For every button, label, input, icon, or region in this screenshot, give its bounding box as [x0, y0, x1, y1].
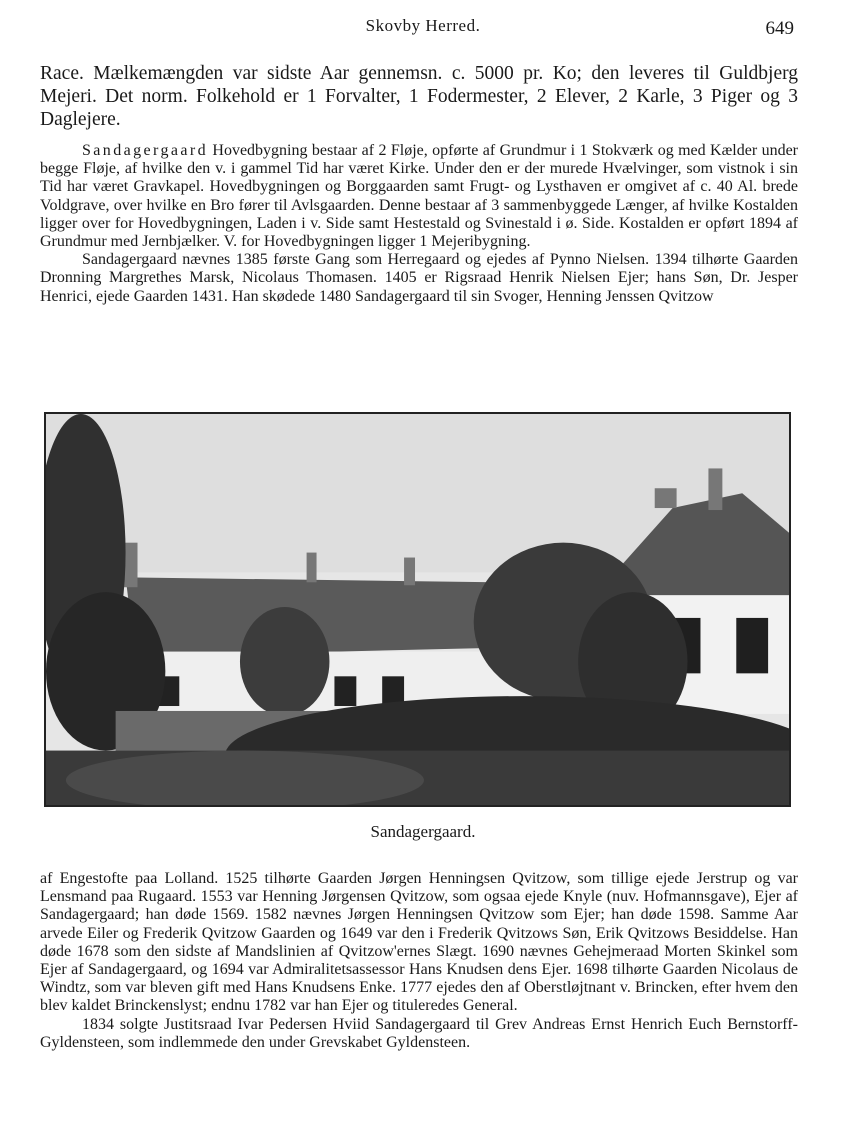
paragraph-history-continued: af Engestofte paa Lolland. 1525 tilhørte Gaarden Jørgen Henningsen Qvitzow, som tillige ejede Jerstrup og var Lensmand paa Rugaard. 1553 var Henning Jørgensen Qvitzow, som ogsaa ejede Knyle (nuv. Hofmannsgave), Ejer af Sandagergaard; han døde 1569. 1582 nævnes Jørgen Henningsen Qvitzow som Ejer; han døde 1598. Samme Aar arvede Eiler og Frederik Qvitzow Gaarden og 1649 var den i Frederik Qvitzows Søn, Erik Qvitzows Besiddelse. Han døde 1678 som den sidste af Mandslinien af Qvitzow'ernes Slægt. 1690 nævnes Gehejmeraad Morten Skinkel som Ejer af Sandagergaard, og 1694 var Admiralitetsassessor Hans Knudsen dens Ejer. 1698 tilhørte Gaarden Nicolaus de Windtz, som var bleven gift med Hans Knudsens Enke. 1777 ejedes den af Oberstløjtnant v. Brincken, efter hvem den blev kaldet Brinckenslyst; endnu 1782 var han Ejer og tituleredes General. [40, 870, 798, 1015]
estate-photograph [44, 412, 791, 807]
sandagergaard-photo-illustration [46, 414, 789, 805]
estate-name-spaced: Sandagergaard [82, 142, 208, 159]
lead-paragraph: Race. Mælkemængden var sidste Aar gennemsn. c. 5000 pr. Ko; den leveres til Guldbjerg Mejeri. Det norm. Folkehold er 1 Forvalter, 1 Fodermester, 2 Elever, 2 Karle, 3 Piger og 3 Daglejere. [40, 63, 798, 130]
paragraph-history-1834: 1834 solgte Justitsraad Ivar Pedersen Hviid Sandagergaard til Grev Andreas Ernst Henrich Euch Bernstorff-Gyldensteen, som indlemmede den under Grevskabet Gyldensteen. [40, 1015, 798, 1051]
paragraph-history-early: Sandagergaard nævnes 1385 første Gang som Herregaard og ejedes af Pynno Nielsen. 1394 tilhørte Gaarden Dronning Margrethes Marsk, Nicolaus Thomasen. 1405 er Rigsraad Henrik Nielsen Ejer; hans Søn, Dr. Jesper Henrici, ejede Gaarden 1431. Han skødede 1480 Sandagergaard til sin Svoger, Henning Jenssen Qvitzow [40, 251, 798, 305]
photo-caption: Sandagergaard. [370, 822, 476, 841]
section-ownership-history [40, 870, 798, 1052]
running-title: Skovby Herred. [365, 16, 481, 35]
paragraph-buildings [40, 142, 798, 251]
paragraph-buildings-text: Hovedbygning bestaar af 2 Fløje, opførte af Grundmur i 1 Stokværk og med Kælder under begge Fløje, af hvilke den v. i gammel Tid har været Kirke. Under den er der murede Hvælvinger, som vistnok i sin Tid har været Gravkapel. Hovedbygningen og Borggaarden samt Frugt- og Lysthaven er omgivet af c. 40 Al. brede Voldgrave, over hvilke en Bro fører til Avlsgaarden. Denne bestaar af 3 sammenbyggede Længer, af hvilke Kostalden ligger over for Hovedbygningen, Laden i v. Side samt Hestestald og Svinestald i ø. Side. Kostalden er opført 1894 af Grundmur med Jernbjælker. V. for Hovedbygningen ligger 1 Mejeribygning. [40, 142, 798, 251]
page-number: 649 [765, 18, 794, 39]
section-estate-description [40, 142, 798, 306]
running-header [0, 12, 846, 39]
